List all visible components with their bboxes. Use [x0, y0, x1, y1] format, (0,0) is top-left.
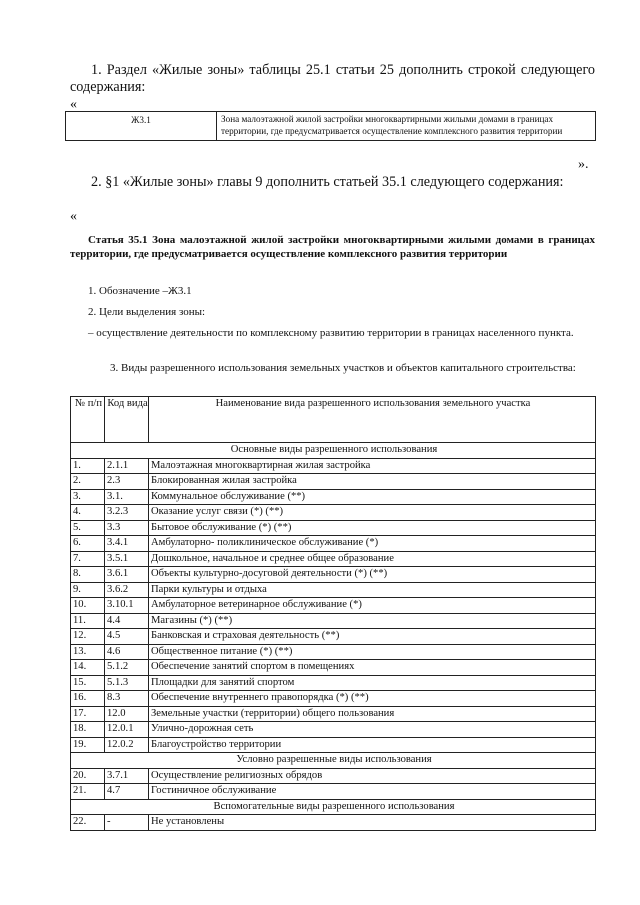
table-row	[71, 644, 596, 660]
header-num: № п/п	[71, 397, 105, 443]
row-code-cell: -	[105, 815, 149, 831]
row-number-cell: 7.	[71, 551, 105, 567]
row-number-cell: 4.	[71, 505, 105, 521]
table-row	[71, 598, 596, 614]
table-row	[71, 520, 596, 536]
close-quote-1: ».	[578, 157, 589, 172]
zone-table	[65, 111, 596, 141]
row-name-cell: Площадки для занятий спортом	[149, 675, 596, 691]
row-code-cell: 12.0.2	[105, 737, 149, 753]
row-code-cell: 3.1.	[105, 489, 149, 505]
row-name-cell: Объекты культурно-досуговой деятельности (*) (**)	[149, 567, 596, 583]
row-code-cell: 3.6.1	[105, 567, 149, 583]
table-row	[71, 675, 596, 691]
row-name-cell: Гостиничное обслуживание	[149, 784, 596, 800]
article-heading: Статья 35.1 Зона малоэтажной жилой застройки многоквартирными жилыми домами в границах территории, где предусматривается осуществление комплексного развития территории	[70, 234, 595, 260]
table-row	[71, 706, 596, 722]
table-row	[71, 489, 596, 505]
row-code-cell: 2.1.1	[105, 458, 149, 474]
row-name-cell: Парки культуры и отдыха	[149, 582, 596, 598]
row-number-cell: 5.	[71, 520, 105, 536]
table-row	[71, 458, 596, 474]
row-number-cell: 13.	[71, 644, 105, 660]
article-item-1: 1. Обозначение –Ж3.1	[88, 285, 192, 297]
row-name-cell: Бытовое обслуживание (*) (**)	[149, 520, 596, 536]
row-code-cell: 3.4.1	[105, 536, 149, 552]
row-name-cell: Улично-дорожная сеть	[149, 722, 596, 738]
row-code-cell: 3.7.1	[105, 768, 149, 784]
row-code-cell: 2.3	[105, 474, 149, 490]
zone-description-cell: Зона малоэтажной жилой застройки многоквартирными жилыми домами в границах территории, где предусматривается осуществление комплексного развития территории	[217, 112, 596, 141]
table-row	[71, 660, 596, 676]
row-name-cell: Не установлены	[149, 815, 596, 831]
table-row	[71, 768, 596, 784]
row-name-cell: Малоэтажная многоквартирная жилая застройка	[149, 458, 596, 474]
row-code-cell: 4.4	[105, 613, 149, 629]
row-code-cell: 8.3	[105, 691, 149, 707]
row-number-cell: 16.	[71, 691, 105, 707]
row-name-cell: Амбулаторное ветеринарное обслуживание (*)	[149, 598, 596, 614]
section-conditional-uses	[71, 753, 596, 769]
section-main-uses-label: Основные виды разрешенного использования	[71, 443, 596, 459]
permitted-uses-table	[70, 396, 596, 831]
row-name-cell: Банковская и страховая деятельность (**)	[149, 629, 596, 645]
row-number-cell: 20.	[71, 768, 105, 784]
row-number-cell: 19.	[71, 737, 105, 753]
row-name-cell: Обеспечение внутреннего правопорядка (*) (**)	[149, 691, 596, 707]
table-row	[71, 737, 596, 753]
row-name-cell: Дошкольное, начальное и среднее общее образование	[149, 551, 596, 567]
table-body	[71, 443, 596, 831]
row-name-cell: Земельные участки (территории) общего пользования	[149, 706, 596, 722]
row-name-cell: Обеспечение занятий спортом в помещениях	[149, 660, 596, 676]
row-name-cell: Магазины (*) (**)	[149, 613, 596, 629]
table-row	[71, 567, 596, 583]
row-number-cell: 22.	[71, 815, 105, 831]
table-row	[71, 505, 596, 521]
row-number-cell: 12.	[71, 629, 105, 645]
article-item-2: 2. Цели выделения зоны:	[88, 306, 206, 318]
row-number-cell: 6.	[71, 536, 105, 552]
row-number-cell: 14.	[71, 660, 105, 676]
row-number-cell: 21.	[71, 784, 105, 800]
section-auxiliary-uses-label: Вспомогательные виды разрешенного использования	[71, 799, 596, 815]
row-code-cell: 3.3	[105, 520, 149, 536]
zone-code-cell: Ж3.1	[66, 112, 217, 141]
table-row	[71, 582, 596, 598]
open-quote-1: «	[70, 97, 77, 112]
row-number-cell: 2.	[71, 474, 105, 490]
row-code-cell: 3.5.1	[105, 551, 149, 567]
section-conditional-uses-label: Условно разрешенные виды использования	[71, 753, 596, 769]
section-main-uses	[71, 443, 596, 459]
table-row	[71, 691, 596, 707]
row-number-cell: 9.	[71, 582, 105, 598]
open-quote-2: «	[70, 209, 77, 224]
row-number-cell: 1.	[71, 458, 105, 474]
row-number-cell: 11.	[71, 613, 105, 629]
section-auxiliary-uses	[71, 799, 596, 815]
row-code-cell: 4.7	[105, 784, 149, 800]
table-row	[71, 474, 596, 490]
amendment-1-text: 1. Раздел «Жилые зоны» таблицы 25.1 статьи 25 дополнить строкой следующего содержания:	[70, 62, 595, 95]
article-goal: – осуществление деятельности по комплексному развитию территории в границах населенного пункта.	[88, 327, 574, 339]
row-code-cell: 4.5	[105, 629, 149, 645]
row-number-cell: 3.	[71, 489, 105, 505]
row-number-cell: 10.	[71, 598, 105, 614]
table-row	[71, 815, 596, 831]
row-number-cell: 15.	[71, 675, 105, 691]
row-number-cell: 17.	[71, 706, 105, 722]
row-name-cell: Блокированная жилая застройка	[149, 474, 596, 490]
row-name-cell: Амбулаторно- поликлиническое обслуживание (*)	[149, 536, 596, 552]
header-name: Наименование вида разрешенного использования земельного участка	[149, 397, 596, 443]
table-row	[71, 722, 596, 738]
row-code-cell: 12.0	[105, 706, 149, 722]
table-row	[71, 784, 596, 800]
row-name-cell: Осуществление религиозных обрядов	[149, 768, 596, 784]
table-row	[71, 629, 596, 645]
amendment-2-text: 2. §1 «Жилые зоны» главы 9 дополнить статьей 35.1 следующего содержания:	[91, 174, 564, 190]
header-code: Код вида	[105, 397, 149, 443]
row-number-cell: 18.	[71, 722, 105, 738]
table-row	[71, 613, 596, 629]
row-name-cell: Оказание услуг связи (*) (**)	[149, 505, 596, 521]
row-code-cell: 12.0.1	[105, 722, 149, 738]
row-code-cell: 3.2.3	[105, 505, 149, 521]
row-code-cell: 5.1.3	[105, 675, 149, 691]
table-row	[71, 551, 596, 567]
table-header-row	[71, 397, 596, 443]
zone-table-row	[66, 112, 596, 141]
table-row	[71, 536, 596, 552]
row-code-cell: 4.6	[105, 644, 149, 660]
row-name-cell: Благоустройство территории	[149, 737, 596, 753]
row-code-cell: 5.1.2	[105, 660, 149, 676]
row-name-cell: Коммунальное обслуживание (**)	[149, 489, 596, 505]
row-code-cell: 3.10.1	[105, 598, 149, 614]
article-item-3: 3. Виды разрешенного использования земельных участков и объектов капитального строительства:	[110, 362, 576, 374]
row-code-cell: 3.6.2	[105, 582, 149, 598]
row-number-cell: 8.	[71, 567, 105, 583]
row-name-cell: Общественное питание (*) (**)	[149, 644, 596, 660]
